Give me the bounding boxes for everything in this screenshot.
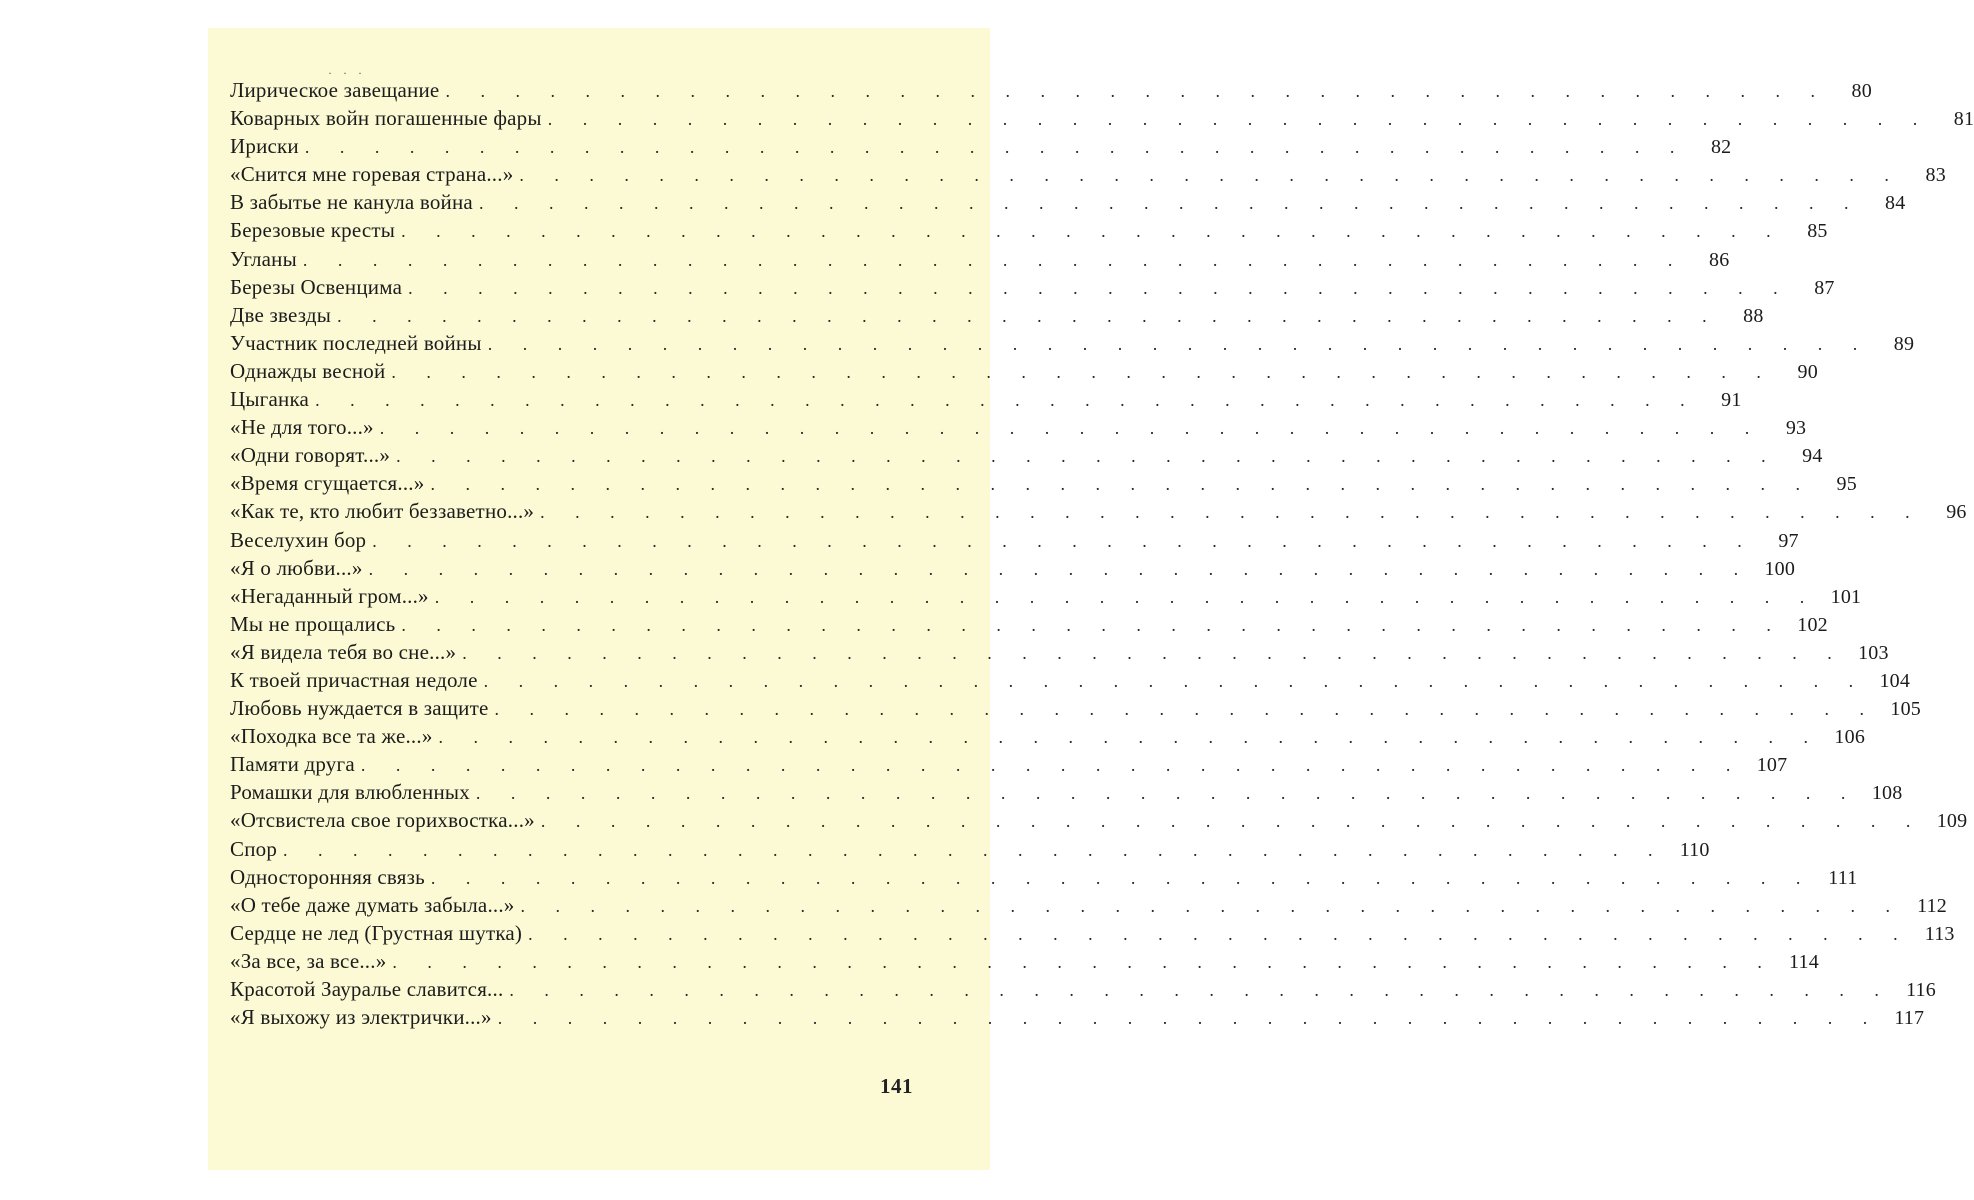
toc-dot-leader: . . . . . . . . . . . . . . . . . . . . . . . . . . . . . . . . . . . . . . . . xyxy=(392,951,1775,972)
toc-dot-leader: . . . . . . . . . . . . . . . . . . . . . . . . . . . . . . . . . . . . . . . . xyxy=(547,109,1931,130)
toc-entry-page: 91 xyxy=(1721,389,1742,412)
toc-entry xyxy=(230,469,1857,497)
toc-entry xyxy=(230,160,1946,188)
toc-dot-leader: . . . . . . . . . . . . . . . . . . . . . . . . . . . . . . . . . . . . . . . . xyxy=(483,670,1867,691)
print-speck: · · · xyxy=(328,66,366,80)
toc-dot-leader: . . . . . . . . . . . . . . . . . . . . . . . . . . . . . . . . . . . . . . . . xyxy=(494,699,1878,720)
toc-dot-leader: . . . . . . . . . . . . . . . . . . . . . . . . . . . . . . . . . . . . . . . . xyxy=(401,221,1784,242)
toc-entry-title: Лирическое завещание xyxy=(230,78,440,102)
toc-entry xyxy=(230,835,1710,863)
toc-entry-title: Березы Освенцима xyxy=(230,274,403,299)
toc-entry-title: Однажды весной xyxy=(230,358,386,383)
toc-dot-leader: . . . . . . . . . . . . . . . . . . . . . . . . . . . . . . . . . . . . . . . . xyxy=(337,305,1720,326)
toc-entry-title: «Походка все та же...» xyxy=(230,724,433,749)
toc-entry xyxy=(230,132,1732,160)
toc-dot-leader: . . . . . . . . . . . . . . . . . . . . . . . . . . . . . . . . . . . . . . . . xyxy=(401,614,1784,635)
toc-entry xyxy=(230,947,1819,975)
toc-entry-page: 83 xyxy=(1925,164,1946,187)
toc-entry-title: Ромашки для влюбленных xyxy=(230,780,470,805)
toc-entry-page: 85 xyxy=(1807,220,1828,243)
toc-dot-leader: . . . . . . . . . . . . . . . . . . . . . . . . . . . . . . . . . . . . . . . . xyxy=(372,530,1755,551)
toc-entry xyxy=(230,301,1764,329)
toc-entry-page: 82 xyxy=(1710,136,1732,159)
toc-entry-page: 112 xyxy=(1917,894,1947,917)
toc-dot-leader: . . . . . . . . . . . . . . . . . . . . . . . . . . . . . . . . . . . . . . . . xyxy=(487,333,1871,354)
toc-entry-page: 103 xyxy=(1858,641,1889,664)
toc-dot-leader: . . . . . . . . . . . . . . . . . . . . . . . . . . . . . . . . . . . . . . . . xyxy=(540,502,1923,523)
toc-entry xyxy=(230,750,1788,778)
table-of-contents xyxy=(230,76,1974,1031)
toc-entry xyxy=(230,329,1915,357)
toc-entry-title: К твоей причастная недоле xyxy=(230,667,478,692)
toc-dot-leader: . . . . . . . . . . . . . . . . . . . . . . . . . . . . . . . . . . . . . . . . xyxy=(315,390,1698,411)
toc-entry-title: «Я выхожу из электрички...» xyxy=(230,1005,492,1030)
toc-entry-page: 116 xyxy=(1906,979,1936,1001)
toc-entry-page: 114 xyxy=(1789,950,1819,973)
toc-entry xyxy=(230,1003,1925,1031)
toc-dot-leader: . . . . . . . . . . . . . . . . . . . . . . . . . . . . . . . . . . . . . . . . xyxy=(368,558,1752,579)
toc-dot-leader: . . . . . . . . . . . . . . . . . . . . . . . . . . . . . . . . . . . . . . . . xyxy=(478,193,1862,214)
toc-entry-title: Спор xyxy=(230,836,278,861)
toc-entry xyxy=(230,385,1742,413)
toc-dot-leader: . . . . . . . . . . . . . . . . . . . . . . . . . . . . . . . . . . . . . . . . xyxy=(438,727,1822,748)
toc-entry-title: «Я о любви...» xyxy=(230,555,363,580)
toc-entry-page: 117 xyxy=(1894,1007,1925,1030)
toc-entry-title: Мы не прощались xyxy=(230,611,396,636)
toc-entry-page: 95 xyxy=(1836,473,1857,496)
toc-dot-leader: . . . . . . . . . . . . . . . . . . . . . . . . . . . . . . . . . . . . . . . . xyxy=(497,1008,1881,1029)
book-page xyxy=(208,28,1974,1170)
toc-entry-title: Памяти друга xyxy=(230,752,355,777)
toc-entry-title: «За все, за все...» xyxy=(230,948,387,973)
toc-entry-page: 106 xyxy=(1834,726,1866,749)
toc-entry-page: 97 xyxy=(1778,529,1799,552)
toc-entry-title: Красотой Зауралье славится... xyxy=(230,977,504,1001)
toc-entry xyxy=(230,245,1730,273)
toc-dot-leader: . . . . . . . . . . . . . . . . . . . . . . . . . . . . . . . . . . . . . . . . xyxy=(462,642,1845,663)
toc-entry-title: Любовь нуждается в защите xyxy=(230,696,489,721)
toc-entry xyxy=(230,975,1936,1003)
toc-entry-page: 80 xyxy=(1851,80,1872,102)
toc-entry xyxy=(230,104,1974,132)
toc-entry xyxy=(230,806,1968,834)
toc-entry-title: Коварных войн погашенные фары xyxy=(230,106,542,131)
toc-entry-title: Веселухин бор xyxy=(230,527,367,552)
toc-dot-leader: . . . . . . . . . . . . . . . . . . . . . . . . . . . . . . . . . . . . . . . . xyxy=(396,446,1779,467)
toc-entry xyxy=(230,919,1955,947)
toc-entry-page: 107 xyxy=(1756,754,1788,777)
toc-dot-leader: . . . . . . . . . . . . . . . . . . . . . . . . . . . . . . . . . . . . . . . . xyxy=(520,895,1903,916)
toc-entry-title: «Время сгущается...» xyxy=(230,471,425,496)
toc-entry-page: 109 xyxy=(1936,810,1968,833)
toc-entry xyxy=(230,554,1796,582)
toc-entry-page: 87 xyxy=(1814,276,1835,299)
toc-entry-page: 110 xyxy=(1679,838,1710,861)
toc-entry-title: Две звезды xyxy=(230,302,332,327)
toc-entry xyxy=(230,526,1799,554)
toc-entry-page: 90 xyxy=(1797,360,1818,383)
toc-entry-title: Цыганка xyxy=(230,387,310,412)
toc-entry-page: 111 xyxy=(1828,866,1858,889)
toc-dot-leader: . . . . . . . . . . . . . . . . . . . . . . . . . . . . . . . . . . . . . . . . xyxy=(519,165,1902,186)
toc-entry-page: 96 xyxy=(1946,501,1967,524)
toc-entry-title: «Не для того...» xyxy=(230,415,374,440)
toc-entry-page: 88 xyxy=(1743,304,1764,327)
toc-entry-title: «Негаданный гром...» xyxy=(230,583,429,608)
toc-entry-page: 84 xyxy=(1885,192,1906,215)
toc-entry-page: 100 xyxy=(1764,557,1796,580)
toc-entry xyxy=(230,497,1967,525)
toc-dot-leader: . . . . . . . . . . . . . . . . . . . . . . . . . . . . . . . . . . . . . . . . xyxy=(445,81,1828,101)
toc-entry-title: «Как те, кто любит беззаветно...» xyxy=(230,499,535,524)
toc-dot-leader: . . . . . . . . . . . . . . . . . . . . . . . . . . . . . . . . . . . . . . . . xyxy=(434,586,1818,607)
toc-entry-title: «Я видела тебя во сне...» xyxy=(230,639,457,664)
toc-dot-leader: . . . . . . . . . . . . . . . . . . . . . . . . . . . . . . . . . . . . . . . . xyxy=(304,137,1688,158)
toc-entry xyxy=(230,891,1947,919)
toc-dot-leader: . . . . . . . . . . . . . . . . . . . . . . . . . . . . . . . . . . . . . . . . xyxy=(528,923,1911,944)
toc-entry-page: 105 xyxy=(1890,698,1922,721)
toc-entry-page: 113 xyxy=(1924,922,1955,945)
toc-entry xyxy=(230,188,1906,216)
toc-entry-title: Березовые кресты xyxy=(230,218,396,243)
toc-entry xyxy=(230,273,1835,301)
toc-dot-leader: . . . . . . . . . . . . . . . . . . . . . . . . . . . . . . . . . . . . . . . . xyxy=(509,980,1892,1000)
toc-entry xyxy=(230,357,1818,385)
toc-entry xyxy=(230,778,1903,806)
toc-entry xyxy=(230,76,1872,104)
toc-entry-page: 86 xyxy=(1709,248,1730,271)
toc-entry-page: 81 xyxy=(1953,108,1974,131)
toc-entry-title: «Отсвистела свое горихвостка...» xyxy=(230,808,535,833)
toc-entry xyxy=(230,441,1823,469)
toc-entry xyxy=(230,694,1922,722)
toc-entry-page: 101 xyxy=(1830,585,1862,608)
toc-dot-leader: . . . . . . . . . . . . . . . . . . . . . . . . . . . . . . . . . . . . . . . . xyxy=(283,839,1666,860)
toc-entry xyxy=(230,863,1858,891)
toc-dot-leader: . . . . . . . . . . . . . . . . . . . . . . . . . . . . . . . . . . . . . . . . xyxy=(391,361,1774,382)
toc-entry-title: В забытье не канула война xyxy=(230,190,473,215)
toc-dot-leader: . . . . . . . . . . . . . . . . . . . . . . . . . . . . . . . . . . . . . . . . xyxy=(302,249,1686,270)
toc-dot-leader: . . . . . . . . . . . . . . . . . . . . . . . . . . . . . . . . . . . . . . . . xyxy=(540,811,1924,832)
toc-entry xyxy=(230,722,1866,750)
toc-entry-title: Сердце не лед (Грустная шутка) xyxy=(230,920,523,945)
toc-entry xyxy=(230,216,1828,244)
toc-entry xyxy=(230,582,1862,610)
toc-entry xyxy=(230,638,1889,666)
toc-entry-page: 89 xyxy=(1893,332,1915,355)
toc-entry-title: Ириски xyxy=(230,134,299,159)
toc-entry-title: Односторонняя связь xyxy=(230,864,425,889)
toc-dot-leader: . . . . . . . . . . . . . . . . . . . . . . . . . . . . . . . . . . . . . . . . xyxy=(430,474,1813,495)
toc-entry-page: 108 xyxy=(1871,782,1903,805)
toc-entry-title: Участник последней войны xyxy=(230,330,482,355)
toc-entry-page: 93 xyxy=(1785,417,1807,440)
toc-dot-leader: . . . . . . . . . . . . . . . . . . . . . . . . . . . . . . . . . . . . . . . . xyxy=(360,755,1744,776)
toc-entry-title: Угланы xyxy=(230,246,297,271)
toc-entry xyxy=(230,413,1807,441)
toc-entry-page: 102 xyxy=(1797,613,1828,636)
toc-dot-leader: . . . . . . . . . . . . . . . . . . . . . . . . . . . . . . . . . . . . . . . . xyxy=(430,867,1814,888)
toc-entry-title: «Одни говорят...» xyxy=(230,443,391,468)
toc-entry-page: 104 xyxy=(1879,669,1911,692)
toc-dot-leader: . . . . . . . . . . . . . . . . . . . . . . . . . . . . . . . . . . . . . . . . xyxy=(408,277,1791,298)
toc-entry-title: «Снится мне горевая страна...» xyxy=(230,162,514,187)
toc-entry-page: 94 xyxy=(1802,445,1823,468)
toc-dot-leader: . . . . . . . . . . . . . . . . . . . . . . . . . . . . . . . . . . . . . . . . xyxy=(379,418,1763,439)
toc-dot-leader: . . . . . . . . . . . . . . . . . . . . . . . . . . . . . . . . . . . . . . . . xyxy=(475,783,1859,804)
toc-entry xyxy=(230,610,1828,638)
page-number: 141 xyxy=(880,1074,913,1098)
toc-entry xyxy=(230,666,1911,694)
toc-entry-title: «О тебе даже думать забыла...» xyxy=(230,892,515,917)
